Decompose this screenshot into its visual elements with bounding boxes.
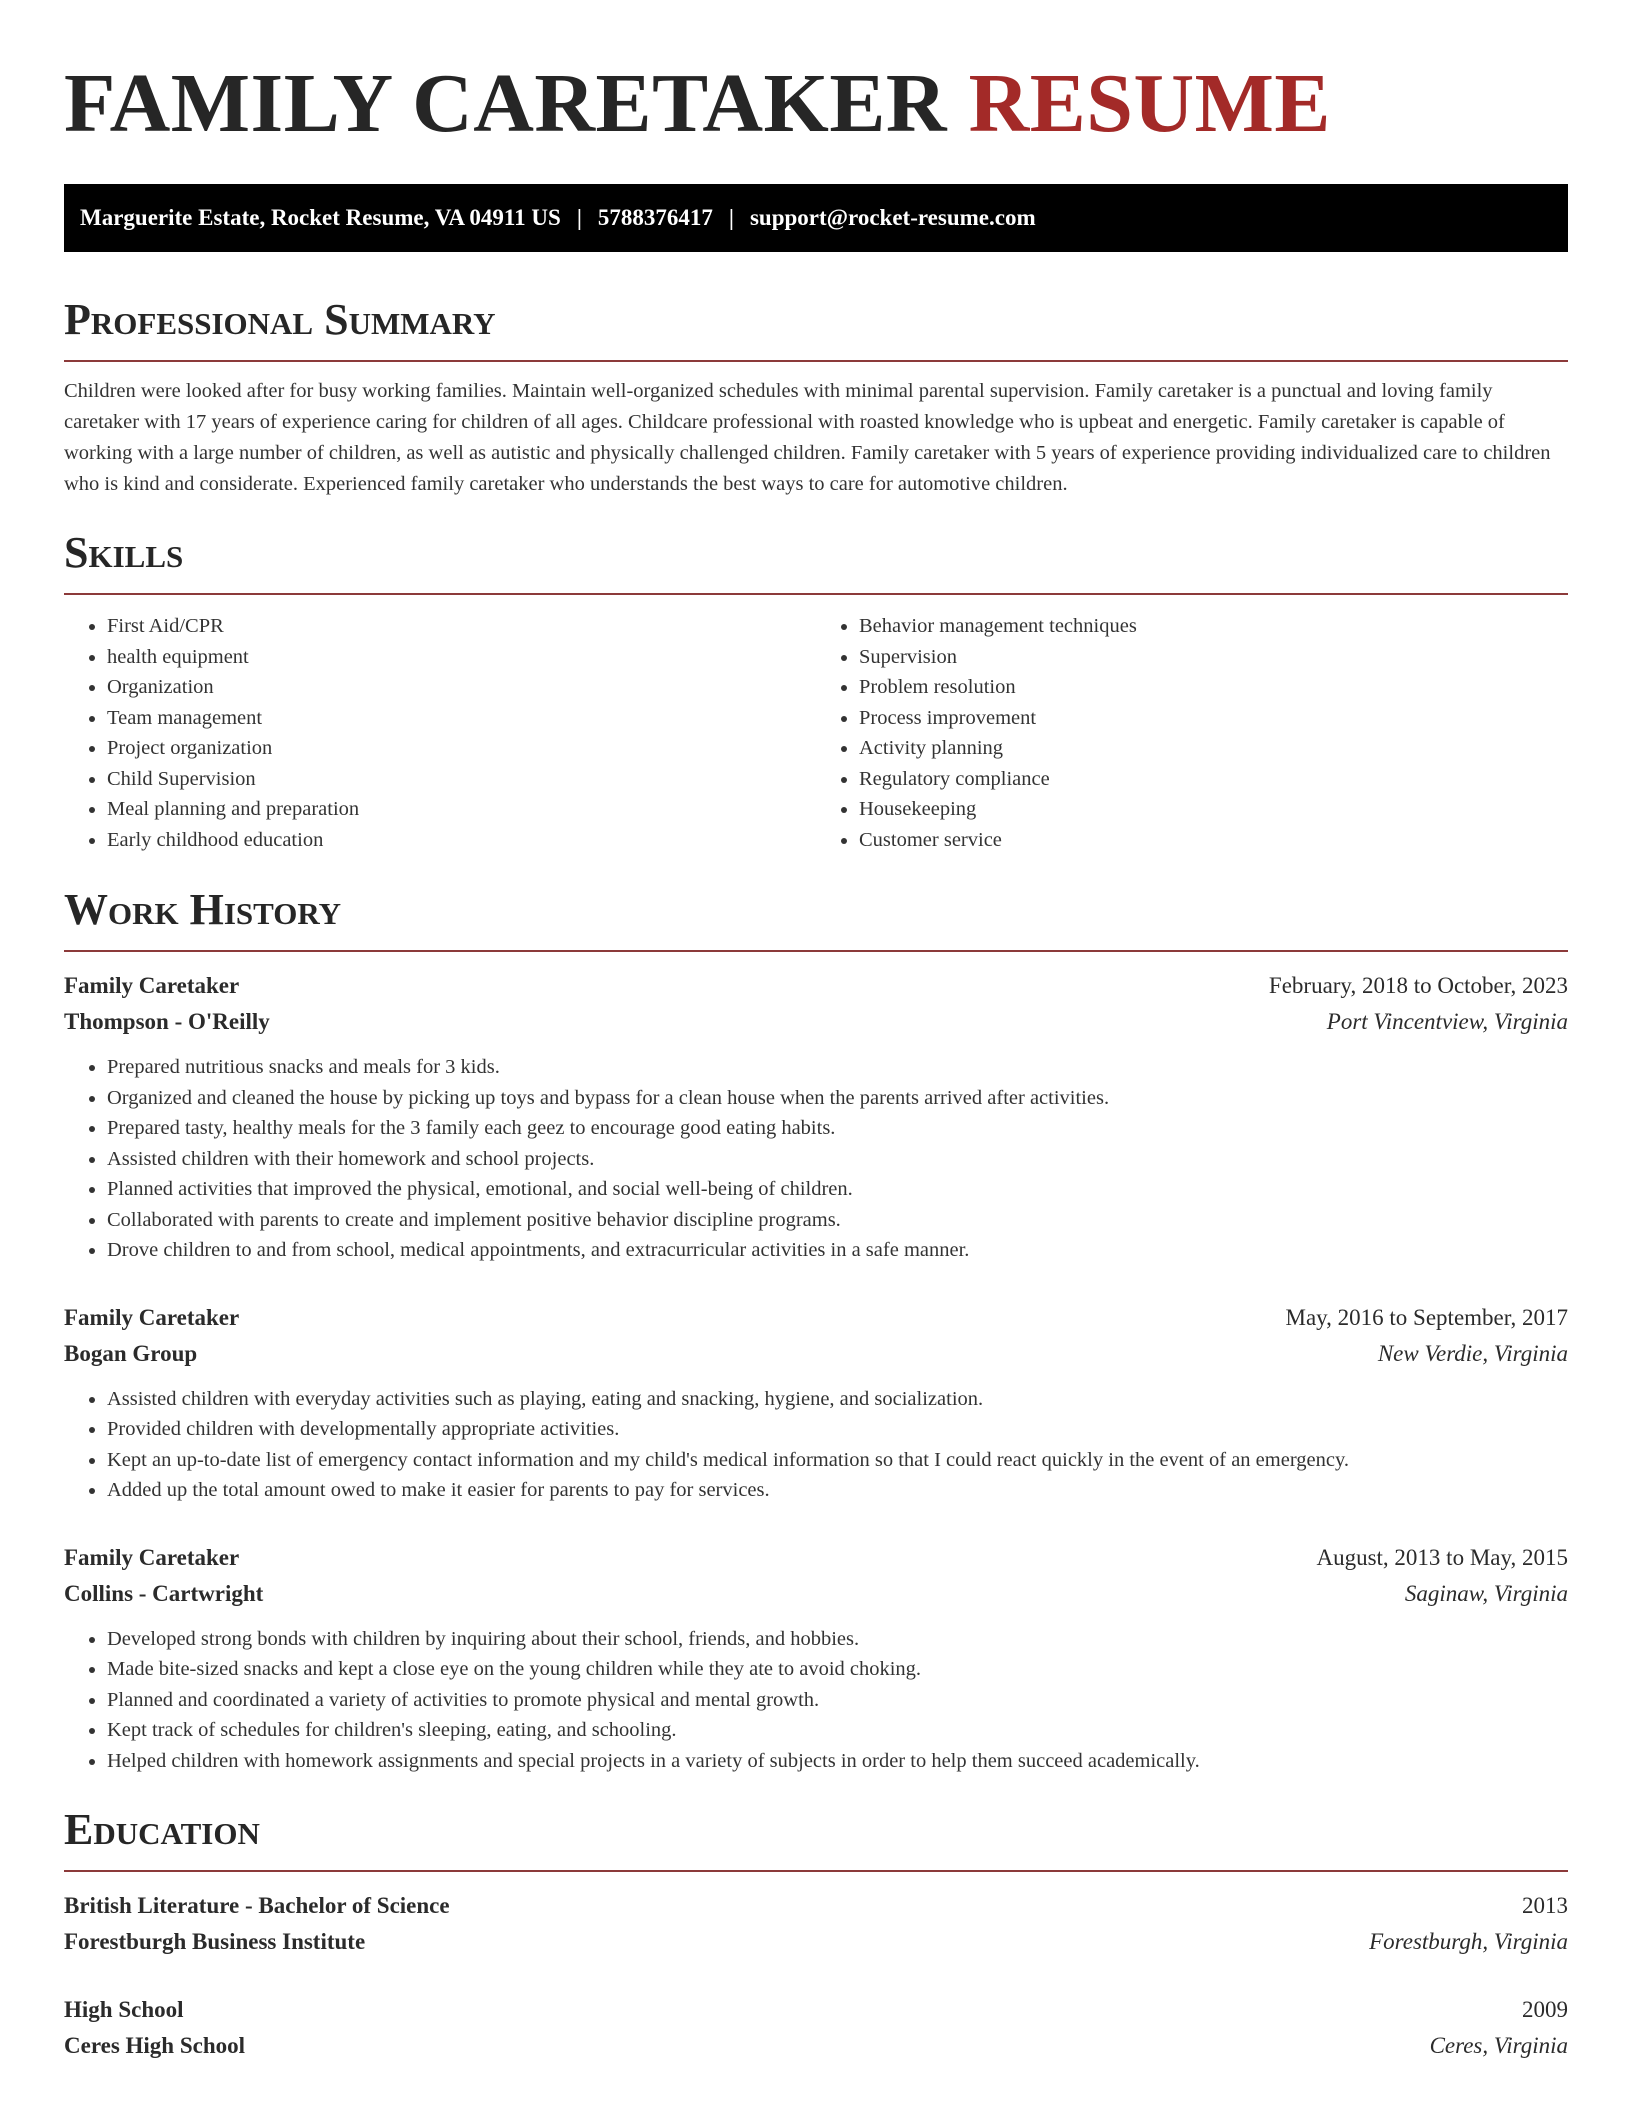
- job-bullets: [64, 1052, 1568, 1266]
- job-entry: [64, 968, 1568, 1266]
- skill-item: • Regulatory compliance: [859, 764, 1568, 795]
- job-subheader: [64, 1336, 1568, 1372]
- job-bullet: • Collaborated with parents to create and implement positive behavior discipline programs.: [107, 1205, 1568, 1236]
- job-subheader: [64, 1004, 1568, 1040]
- education-heading: Education: [64, 1805, 260, 1854]
- job-bullet: • Organized and cleaned the house by picking up toys and bypass for a clean house when the parents arrived after activities.: [107, 1083, 1568, 1114]
- contact-email: support@rocket-resume.com: [749, 205, 1036, 230]
- education-year: 2013: [1522, 1893, 1568, 1918]
- summary-text: Children were looked after for busy working families. Maintain well-organized schedules with minimal parental supervision. Family caretaker is a punctual and loving family caretaker with 17 years of experience caring for children of all ages. Childcare professional with roasted knowledge who is upbeat and energetic. Family caretaker is capable of working with a large number of children, as well as autistic and physically challenged children. Family caretaker with 5 years of experience providing individualized care to children who is kind and considerate. Experienced family caretaker who understands the best ways to care for automotive children.: [64, 380, 1551, 495]
- work-history-heading: Work History: [64, 885, 342, 934]
- job-location: New Verdie, Virginia: [1377, 1340, 1568, 1366]
- education-subheader: [64, 2028, 1568, 2064]
- job-bullet: • Developed strong bonds with children by inquiring about their school, friends, and hobbies.: [107, 1624, 1568, 1655]
- title-accent: RESUME: [968, 57, 1331, 150]
- job-subheader: [64, 1576, 1568, 1612]
- skill-item: • Problem resolution: [859, 672, 1568, 703]
- education-degree: British Literature - Bachelor of Science: [64, 1893, 450, 1918]
- contact-separator: |: [576, 205, 582, 230]
- section-divider: [64, 950, 1568, 952]
- job-role: Family Caretaker: [64, 1544, 240, 1570]
- education-section: [64, 1804, 1568, 2064]
- job-bullet: • Planned activities that improved the physical, emotional, and social well-being of children.: [107, 1174, 1568, 1205]
- education-location: Forestburgh, Virginia: [1369, 1929, 1568, 1954]
- skill-item: • First Aid/CPR: [107, 611, 816, 642]
- job-dates: August, 2013 to May, 2015: [1316, 1544, 1568, 1570]
- job-bullet: • Added up the total amount owed to make it easier for parents to pay for services.: [107, 1475, 1568, 1506]
- job-bullet: • Prepared nutritious snacks and meals for 3 kids.: [107, 1052, 1568, 1083]
- skill-item: • Supervision: [859, 642, 1568, 673]
- job-bullet: • Helped children with homework assignments and special projects in a variety of subjects in order to help them succeed academically.: [107, 1746, 1568, 1777]
- job-header: [64, 968, 1568, 1004]
- job-bullet: • Planned and coordinated a variety of activities to promote physical and mental growth.: [107, 1685, 1568, 1716]
- job-company: Collins - Cartwright: [64, 1580, 264, 1606]
- skill-item: • Organization: [107, 672, 816, 703]
- job-entry: [64, 1540, 1568, 1777]
- education-entry: [64, 1992, 1568, 2064]
- job-bullet: • Assisted children with everyday activities such as playing, eating and snacking, hygiene, and socialization.: [107, 1384, 1568, 1415]
- skills-list-left: [64, 611, 816, 855]
- job-entry: [64, 1300, 1568, 1506]
- resume-title: [64, 0, 1568, 150]
- section-divider: [64, 593, 1568, 595]
- job-bullets: [64, 1384, 1568, 1506]
- contact-address: Marguerite Estate, Rocket Resume, VA 04911 US: [80, 205, 561, 230]
- job-location: Port Vincentview, Virginia: [1326, 1009, 1568, 1034]
- skill-item: • Meal planning and preparation: [107, 794, 816, 825]
- job-company: Bogan Group: [64, 1340, 198, 1366]
- skill-item: • health equipment: [107, 642, 816, 673]
- section-divider: [64, 1870, 1568, 1872]
- contact-bar: [64, 184, 1568, 252]
- job-company: Thompson - O'Reilly: [64, 1009, 270, 1034]
- work-history-section: [64, 884, 1568, 1776]
- job-location: Saginaw, Virginia: [1404, 1580, 1568, 1606]
- job-bullets: [64, 1624, 1568, 1777]
- job-role: Family Caretaker: [64, 973, 240, 998]
- education-entry: [64, 1888, 1568, 1960]
- education-degree: High School: [64, 1997, 184, 2022]
- job-bullet: • Made bite-sized snacks and kept a close eye on the young children while they ate to avoid choking.: [107, 1654, 1568, 1685]
- job-header: [64, 1300, 1568, 1336]
- summary-heading: Professional Summary: [64, 295, 496, 344]
- job-bullet: • Prepared tasty, healthy meals for the 3 family each geez to encourage good eating habits.: [107, 1113, 1568, 1144]
- skill-item: • Housekeeping: [859, 794, 1568, 825]
- skill-item: • Early childhood education: [107, 825, 816, 856]
- education-location: Ceres, Virginia: [1429, 2033, 1568, 2058]
- job-bullet: • Kept track of schedules for children's sleeping, eating, and schooling.: [107, 1715, 1568, 1746]
- skills-heading: Skills: [64, 528, 184, 577]
- skill-item: • Activity planning: [859, 733, 1568, 764]
- education-header: [64, 1888, 1568, 1924]
- job-dates: February, 2018 to October, 2023: [1268, 973, 1568, 998]
- skills-columns: [64, 611, 1568, 855]
- skill-item: • Child Supervision: [107, 764, 816, 795]
- job-bullet: • Assisted children with their homework and school projects.: [107, 1144, 1568, 1175]
- skills-list-right: [816, 611, 1568, 855]
- skill-item: • Behavior management techniques: [859, 611, 1568, 642]
- education-school: Ceres High School: [64, 2033, 246, 2058]
- title-main: FAMILY CARETAKER: [64, 57, 948, 150]
- skills-section: [64, 527, 1568, 855]
- skill-item: • Team management: [107, 703, 816, 734]
- education-header: [64, 1992, 1568, 2028]
- skill-item: • Project organization: [107, 733, 816, 764]
- contact-phone: 5788376417: [597, 205, 713, 230]
- education-subheader: [64, 1924, 1568, 1960]
- skill-item: • Process improvement: [859, 703, 1568, 734]
- job-bullet: • Kept an up-to-date list of emergency contact information and my child's medical information so that I could react quickly in the event of an emergency.: [107, 1445, 1568, 1476]
- education-year: 2009: [1522, 1997, 1568, 2022]
- job-bullet: • Drove children to and from school, medical appointments, and extracurricular activities in a safe manner.: [107, 1235, 1568, 1266]
- job-role: Family Caretaker: [64, 1304, 240, 1330]
- education-school: Forestburgh Business Institute: [64, 1929, 366, 1954]
- summary-section: [64, 294, 1568, 500]
- job-dates: May, 2016 to September, 2017: [1285, 1304, 1568, 1330]
- job-header: [64, 1540, 1568, 1576]
- contact-separator: |: [728, 205, 734, 230]
- section-divider: [64, 360, 1568, 362]
- skill-item: • Customer service: [859, 825, 1568, 856]
- job-bullet: • Provided children with developmentally appropriate activities.: [107, 1414, 1568, 1445]
